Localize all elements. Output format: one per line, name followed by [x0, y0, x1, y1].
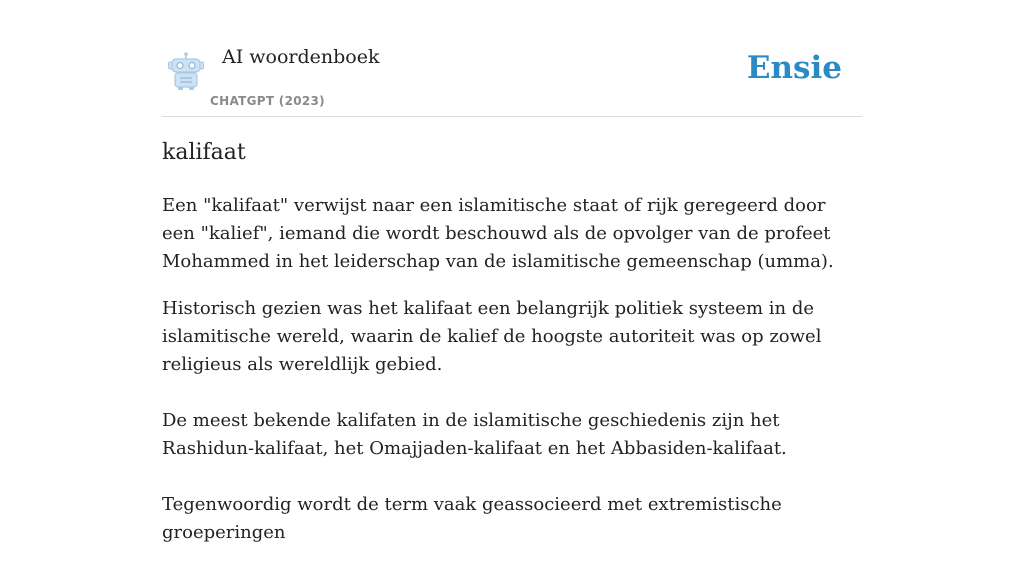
robot-icon	[166, 51, 206, 91]
brand-logo[interactable]: Ensie	[746, 50, 842, 86]
definition-paragraph: Een "kalifaat" verwijst naar een islamitische staat of rijk geregeerd door een "kalief", iemand die wordt beschouwd als de opvolger van de profeet Mohammed in het leiderschap van de islamitische gemeenschap (umma).	[162, 195, 834, 272]
entry-headword: kalifaat	[162, 140, 246, 165]
definition-paragraph: Historisch gezien was het kalifaat een belangrijk politiek systeem in de islamitische wereld, waarin de kalief de hoogste autoriteit was op zowel religieus als wereldlijk gebied.	[162, 298, 822, 375]
entry-header	[162, 0, 862, 117]
source-title[interactable]: AI woordenboek	[222, 46, 380, 68]
definition-paragraph: Tegenwoordig wordt de term vaak geassocieerd met extremistische groeperingen	[162, 494, 782, 543]
entry-definition	[162, 192, 862, 566]
definition-paragraph: De meest bekende kalifaten in de islamitische geschiedenis zijn het Rashidun-kalifaat, het Omajjaden-kalifaat en het Abbasiden-kalifaat.	[162, 410, 787, 459]
source-subtitle: CHATGPT (2023)	[210, 94, 325, 108]
